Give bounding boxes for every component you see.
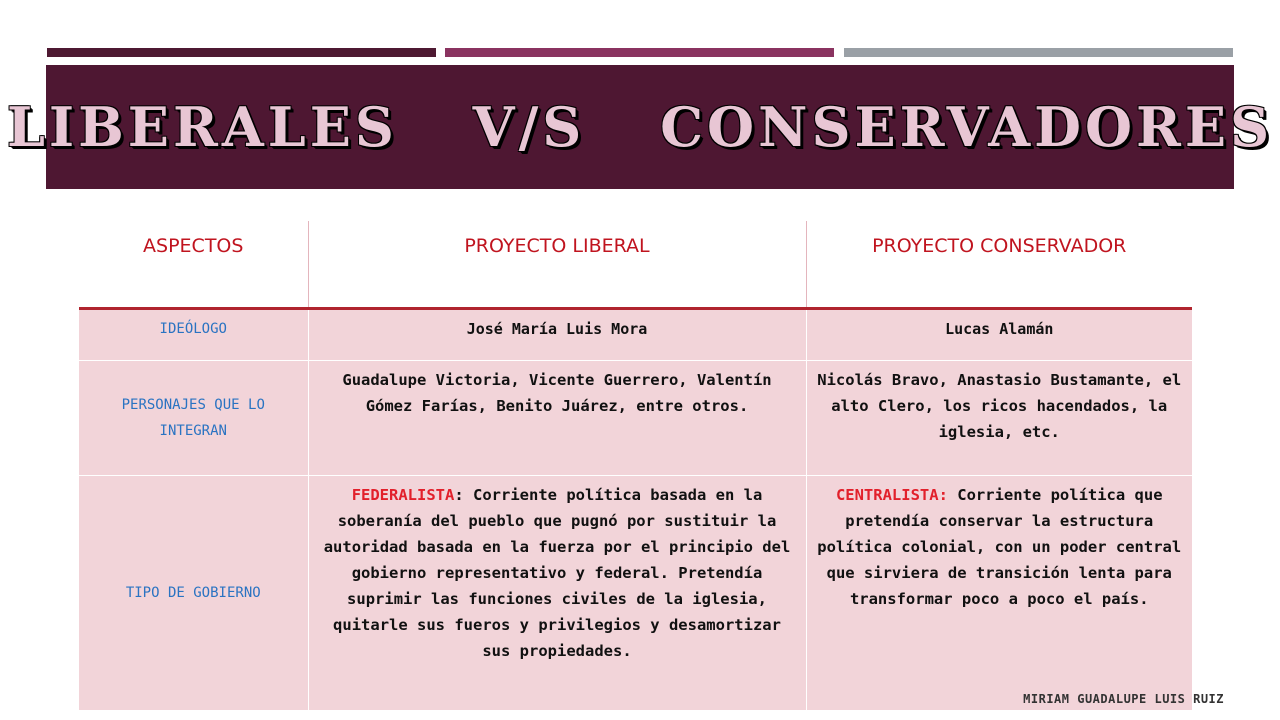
aspect-cell: IDEÓLOGO — [79, 309, 308, 361]
conservador-cell — [806, 476, 1192, 711]
table-header-row — [79, 221, 1192, 309]
header-proyecto-conservador: PROYECTO CONSERVADOR — [806, 221, 1192, 309]
conservador-cell: Nicolás Bravo, Anastasio Bustamante, el alto Clero, los ricos hacendados, la iglesia, etc. — [806, 361, 1192, 476]
aspect-cell: PERSONAJES QUE LO INTEGRAN — [79, 361, 308, 476]
header-aspectos: ASPECTOS — [79, 221, 308, 309]
conservador-description: Corriente política que pretendía conservar la estructura política colonial, con un poder central que sirviera de transición lenta para transformar poco a poco el país. — [817, 486, 1182, 608]
decor-bar-gray — [844, 48, 1233, 57]
title-banner — [6, 65, 1274, 189]
liberal-cell — [308, 476, 806, 711]
author-credit: MIRIAM GUADALUPE LUIS RUIZ — [1023, 692, 1224, 706]
slide-title: LIBERALES V/S CONSERVADORES — [6, 95, 1274, 159]
liberal-description: : Corriente política basada en la soberanía del pueblo que pugnó por sustituir la autoridad basada en la fuerza por el principio del gobierno representativo y federal. Pretendía suprimir las funciones civiles de la iglesia, quitarle sus fueros y privilegios y desamortizar sus propiedades. — [323, 486, 791, 660]
conservador-cell: Lucas Alamán — [806, 309, 1192, 361]
conservador-keyword: CENTRALISTA: — [835, 486, 948, 504]
table-row — [79, 309, 1192, 361]
liberal-keyword: FEDERALISTA — [351, 486, 455, 504]
table-row — [79, 361, 1192, 476]
table-row — [79, 476, 1192, 711]
liberal-cell: Guadalupe Victoria, Vicente Guerrero, Valentín Gómez Farías, Benito Juárez, entre otros. — [308, 361, 806, 476]
decor-bar-dark — [47, 48, 436, 57]
comparison-table — [79, 221, 1192, 711]
header-proyecto-liberal: PROYECTO LIBERAL — [308, 221, 806, 309]
liberal-cell: José María Luis Mora — [308, 309, 806, 361]
decor-bar-magenta — [445, 48, 834, 57]
aspect-cell: TIPO DE GOBIERNO — [79, 476, 308, 711]
